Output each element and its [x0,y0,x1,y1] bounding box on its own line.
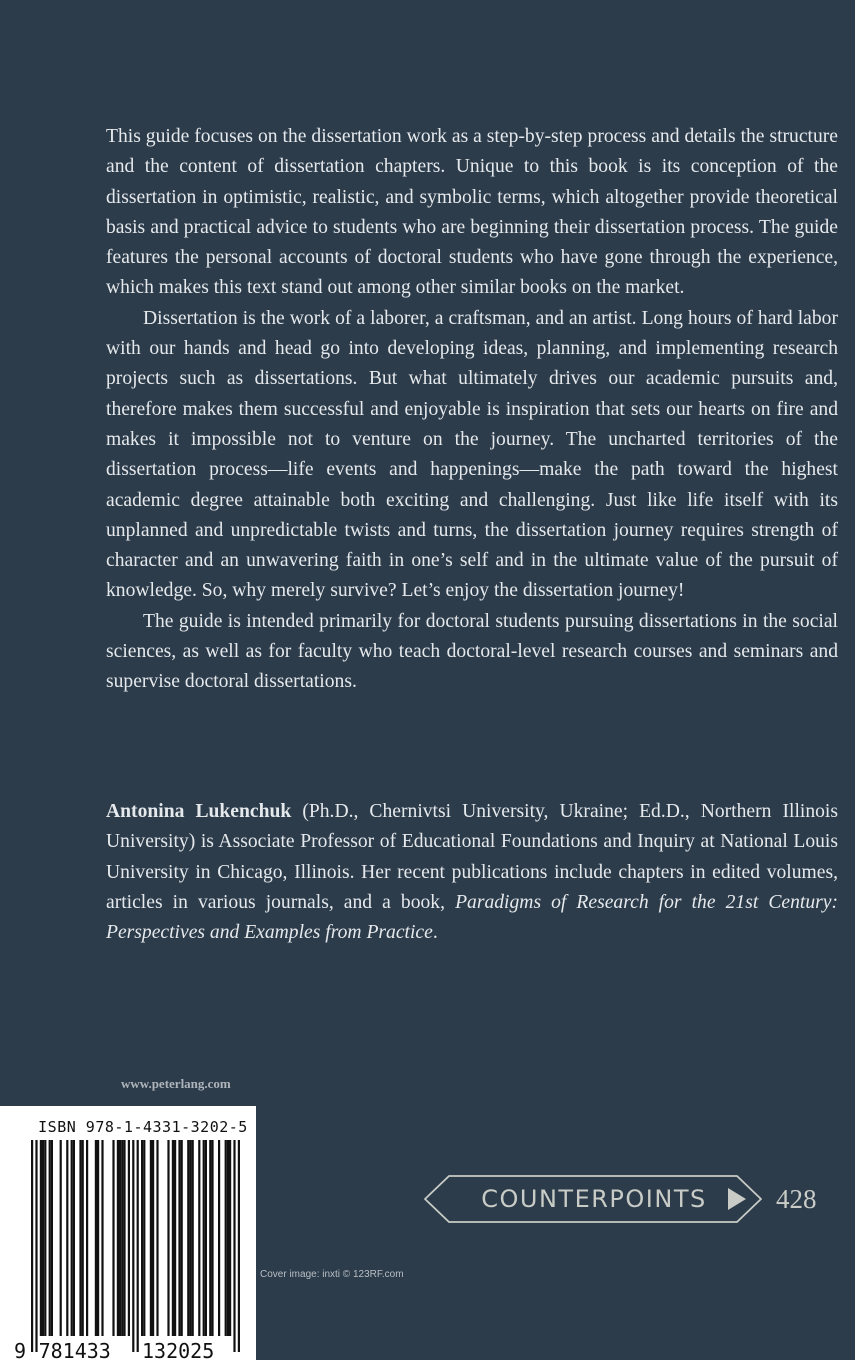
barcode-bar [117,1140,119,1336]
barcode-bar [51,1140,53,1336]
barcode-bar [178,1140,180,1336]
barcode-bar [209,1140,211,1336]
barcode-bar [172,1140,174,1336]
barcode-bar [42,1140,44,1336]
barcode-digits: 9 [14,1339,27,1360]
barcode-bar [121,1140,123,1336]
barcode-bar [156,1140,158,1336]
barcode-bar [31,1140,33,1352]
barcode-bar [73,1140,75,1336]
cover-image-credit: Cover image: inxti © 123RF.com [260,1269,404,1280]
barcode-bar [119,1140,121,1336]
barcode-bar [225,1140,227,1336]
barcode-bar [181,1140,183,1336]
barcode-bar [132,1140,134,1352]
barcode-bar [66,1140,68,1336]
barcode-bar [205,1140,207,1336]
barcode-bar [189,1140,191,1336]
barcode-bar [112,1140,114,1336]
barcode-bar [101,1140,103,1336]
barcode-bar [203,1140,205,1336]
barcode-digits: 132025 [142,1339,215,1360]
barcode-bar [60,1140,62,1336]
barcode-bar [238,1140,240,1352]
isbn-barcode [0,1106,256,1360]
author-bio-end: . [432,922,438,944]
description-paragraph-3: The guide is intended primarily for doctoral students pursuing dissertations in the social sciences, as well as for faculty who teach doctoral-level research courses and seminars and supervise doctoral dissertations. [106,610,838,693]
barcode-bar [227,1140,229,1336]
counterpoints-series-logo [423,1174,763,1224]
barcode-bar [198,1140,200,1336]
barcode-bar [233,1140,235,1352]
barcode-bar [79,1140,81,1336]
description-paragraph-1: This guide focuses on the dissertation work as a step-by-step process and details the structure and the content of dissertation chapters. Unique to this book is its conception of the dissertation in optimistic, realistic, and symbolic terms, which altogether provide theoretical basis and practical advice to students who are beginning their dissertation process. The guide features the personal accounts of doctoral students who have gone through the experience, which makes this text stand out among other similar books on the market. [106,126,838,299]
author-bio [106,797,838,948]
author-book-title: Paradigms of Research for the 21st Century: Perspectives and Examples from Practice [106,891,838,944]
series-name: COUNTERPOINTS [481,1185,707,1213]
series-number: 428 [776,1184,817,1214]
series-arrow-icon [728,1188,746,1210]
barcode-bar [211,1140,213,1336]
barcode-bar [167,1140,169,1336]
barcode-bar [143,1140,145,1336]
author-name: Antonina Lukenchuk [106,801,292,822]
barcode-bar [97,1140,99,1336]
barcode-bar [218,1140,220,1336]
book-description [106,122,838,698]
barcode-bar [40,1140,42,1336]
barcode-bar [82,1140,84,1336]
barcode-bar [95,1140,97,1336]
barcode-bar [187,1140,189,1336]
author-bio-text: (Ph.D., Chernivtsi University, Ukraine; Ed.D., Northern Illinois University) is Associate Professor of Educational Foundations and Inquiry at National Louis University in Chicago, Illinois. Her recent publications include chapters in edited volumes, articles in various journals, and a book, [106,801,838,913]
barcode-bar [174,1140,176,1336]
barcode-bar [229,1140,231,1336]
barcode-bar [35,1140,37,1352]
barcode-bar [141,1140,143,1336]
publisher-website[interactable]: www.peterlang.com [121,1076,231,1091]
barcode-bar [128,1140,130,1336]
barcode-bar [49,1140,51,1336]
barcode-bar [137,1140,139,1352]
barcode-bar [150,1140,152,1336]
barcode-bar [44,1140,46,1336]
barcode-bar [152,1140,154,1336]
barcode-bar [86,1140,88,1336]
barcode-bar [123,1140,125,1336]
barcode-bar [71,1140,73,1336]
barcode-bars [14,1140,254,1360]
barcode-bar [192,1140,194,1336]
barcode-digits: 781433 [38,1339,111,1360]
isbn-label: ISBN 978-1-4331-3202-5 [38,1118,248,1136]
description-paragraph-2: Dissertation is the work of a laborer, a craftsman, and an artist. Long hours of hard labor with our hands and head go into developing ideas, planning, and implementing research projects such as dissertations. But what ultimately drives our academic pursuits and, therefore makes them successful and enjoyable is inspiration that sets our hearts on fire and makes it impossible not to venture on the journey. The uncharted territories of the dissertation process—life events and happenings—make the path toward the highest academic degree attainable both exciting and challenging. Just like life itself with its unplanned and unpredictable twists and turns, the dissertation journey requires strength of character and an unwavering faith in one’s self and in the ultimate value of the pursuit of knowledge. So, why merely survive? Let’s enjoy the dissertation journey! [106,307,838,602]
